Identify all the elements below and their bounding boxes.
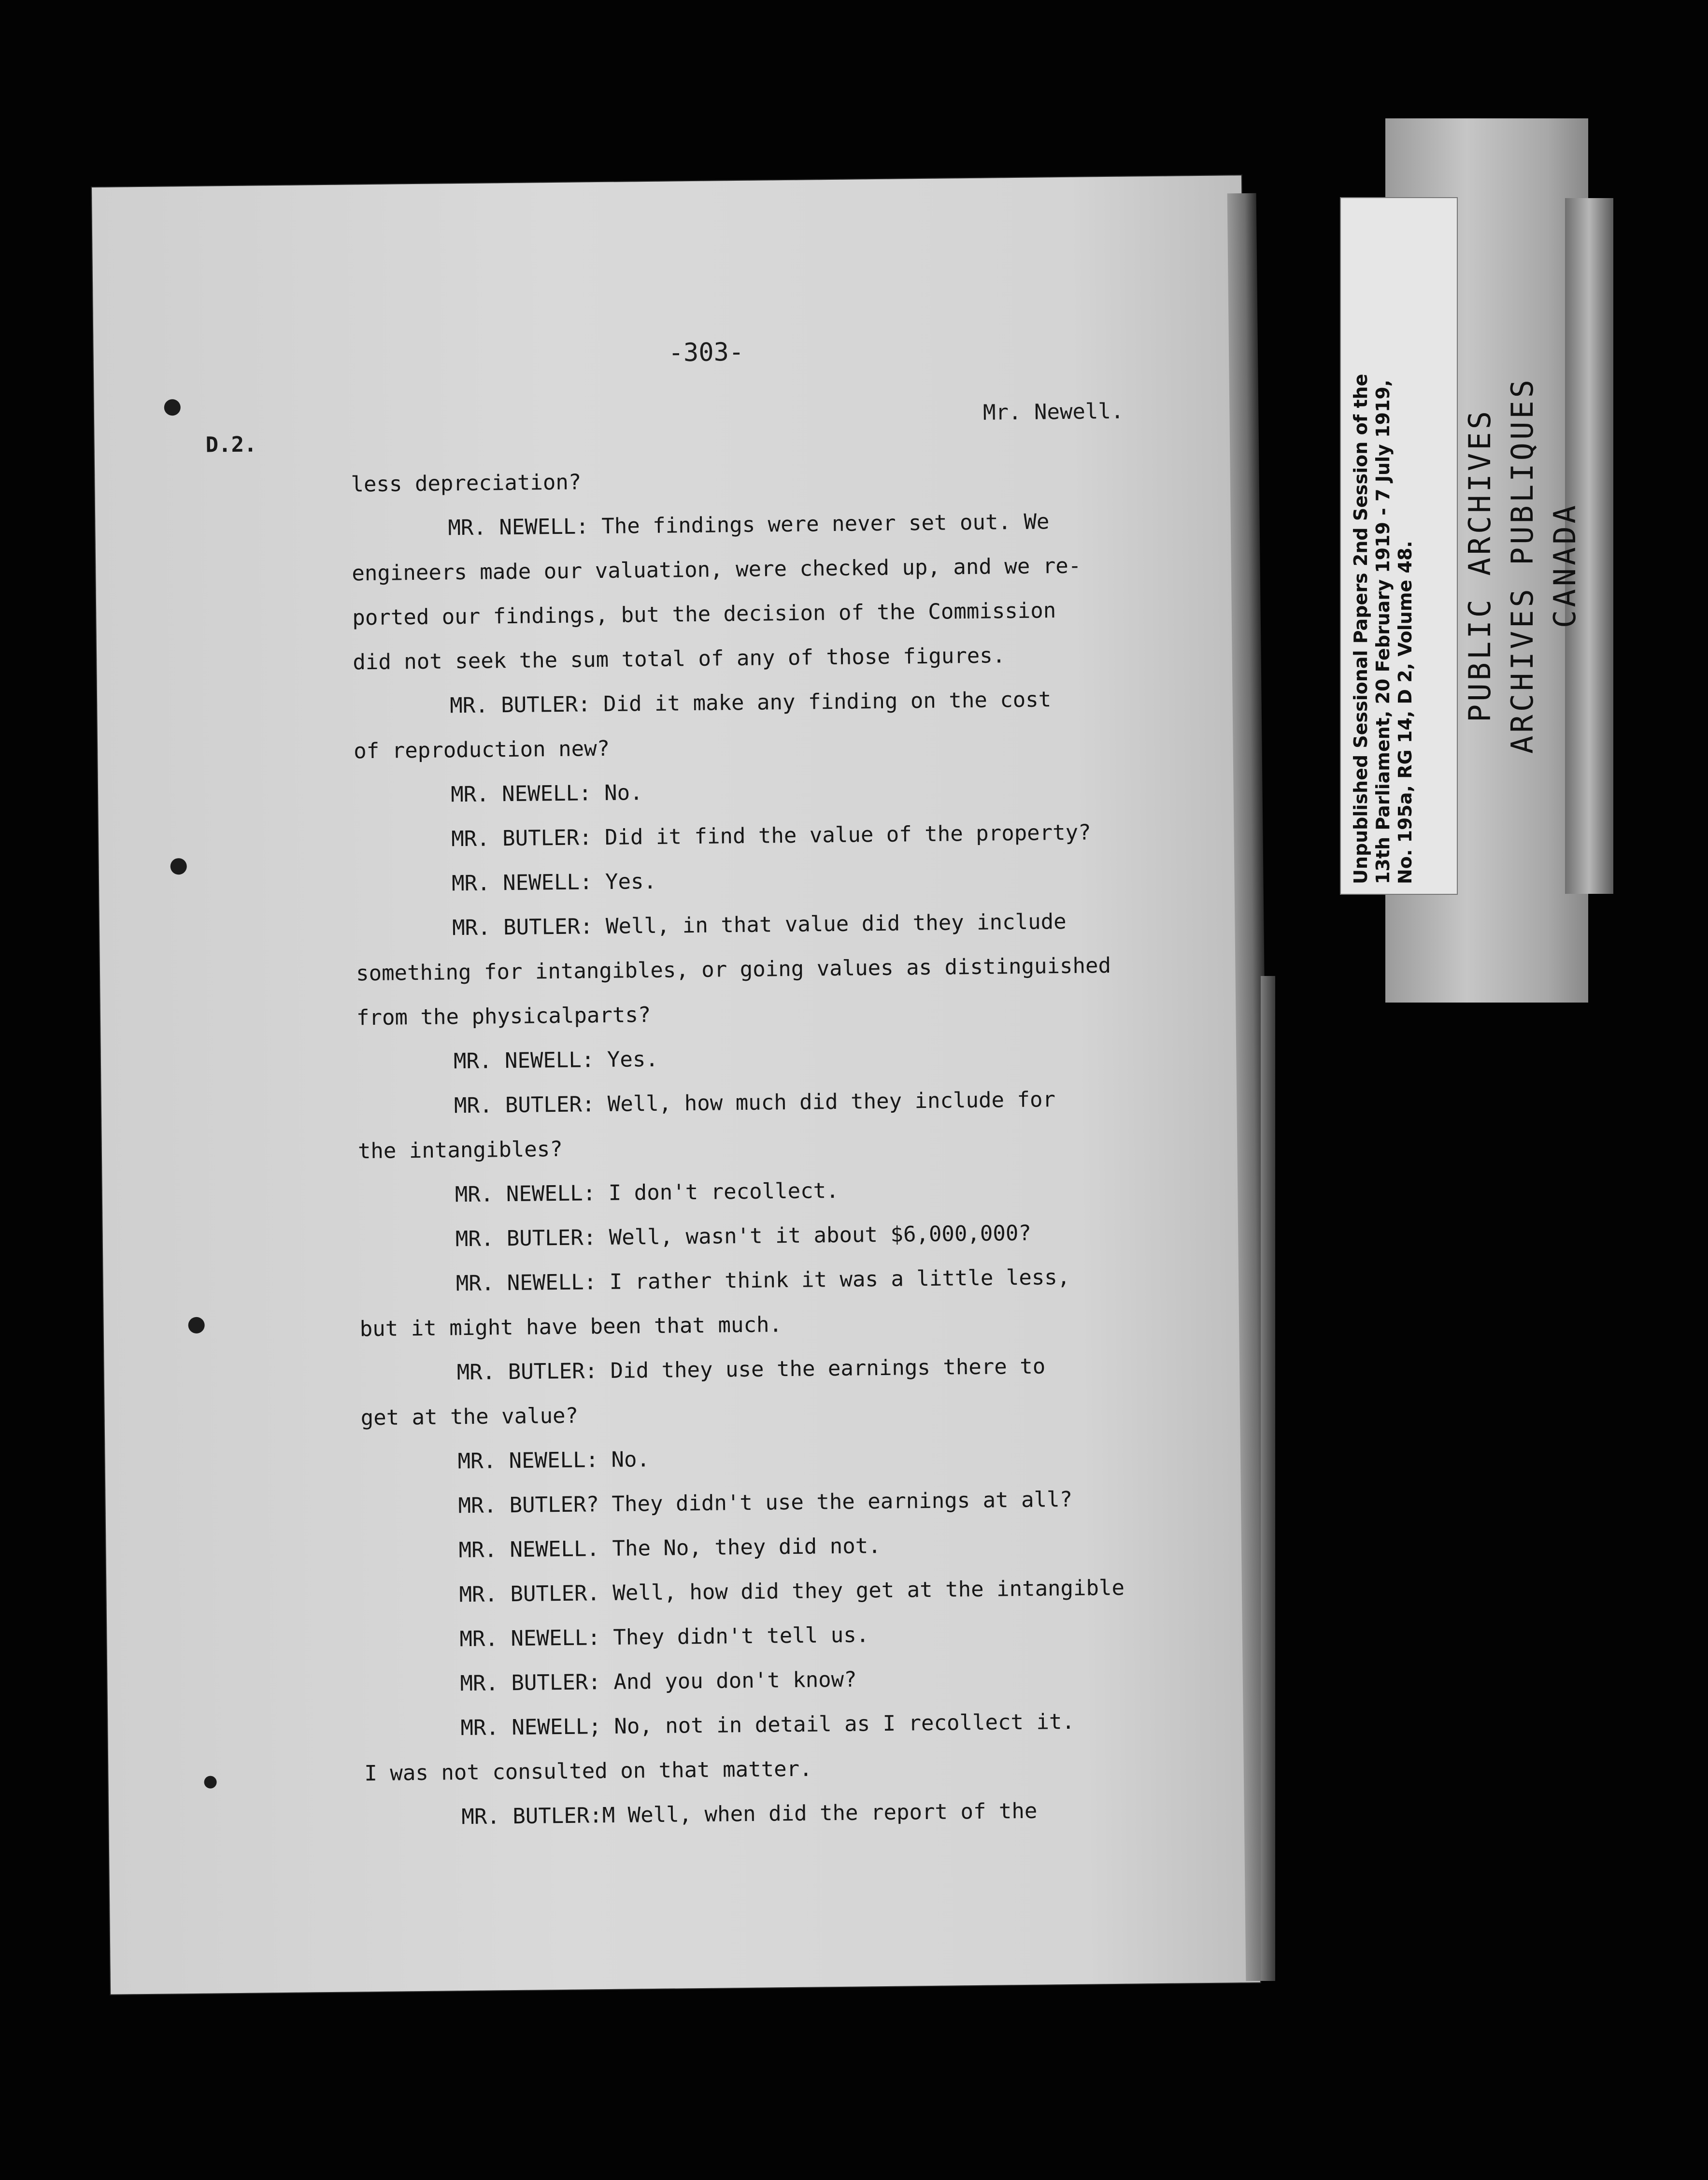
speech-line: MR. BUTLER: Well, how much did they include for: [454, 1087, 1056, 1119]
citation-text: [1350, 374, 1416, 884]
speech-line: MR. NEWELL: No.: [457, 1447, 650, 1474]
speech-line: MR. NEWELL: Yes.: [451, 869, 657, 896]
continuation-line: did not seek the sum total of any of those figures.: [353, 643, 1006, 675]
punch-hole: [188, 1317, 204, 1334]
continuation-line: of reproduction new?: [353, 736, 610, 764]
speech-line: MR. BUTLER: Did they use the earnings there to: [456, 1354, 1046, 1385]
speech-line: MR. NEWELL. The No, they did not.: [458, 1534, 881, 1563]
citation-line: 13th Parliament, 20 February 1919 - 7 July 1919,: [1372, 379, 1394, 884]
speech-line: MR. BUTLER: And you don't know?: [460, 1667, 857, 1696]
citation-line: Unpublished Sessional Papers 2nd Session of the: [1350, 373, 1371, 884]
page-edge: [1261, 976, 1275, 1981]
stamp-line: CANADA: [1547, 502, 1582, 628]
transcript-body: [351, 453, 1283, 1841]
speech-line: MR. BUTLER. Well, how did they get at the intangible: [459, 1575, 1125, 1607]
document-page: [92, 175, 1260, 1994]
speech-line: MR. BUTLER: Did it find the value of the property?: [451, 820, 1091, 852]
speech-line: MR. NEWELL: I rather think it was a little less,: [455, 1264, 1070, 1296]
citation-line: No. 195a, RG 14, D 2, Volume 48.: [1395, 541, 1416, 884]
speech-line: MR. BUTLER:M Well, when did the report of the: [461, 1798, 1038, 1830]
citation-label: [1340, 197, 1458, 895]
punch-hole: [164, 399, 181, 416]
section-marker: D.2.: [205, 432, 257, 458]
punch-hole: [171, 858, 187, 875]
speech-line: MR. NEWELL: I don't recollect.: [455, 1178, 839, 1207]
page-number: -303-: [668, 337, 744, 368]
continuation-line: ported our findings, but the decision of the Commission: [352, 598, 1056, 631]
continuation-line: the intangibles?: [357, 1136, 563, 1164]
speech-line: MR. NEWELL; No, not in detail as I recollect it.: [460, 1709, 1075, 1741]
speech-line: MR. NEWELL: Yes.: [453, 1047, 659, 1074]
continuation-line: I was not consulted on that matter.: [364, 1756, 812, 1786]
punch-hole: [204, 1776, 216, 1788]
speech-line: MR. NEWELL: The findings were never set out. We: [448, 509, 1050, 541]
speaker-heading: Mr. Newell.: [982, 399, 1124, 425]
speech-line: MR. NEWELL: They didn't tell us.: [459, 1622, 869, 1652]
continuation-line: but it might have been that much.: [359, 1312, 783, 1342]
stamp-line: ARCHIVES PUBLIQUES: [1505, 377, 1540, 754]
speech-line: MR. NEWELL: No.: [450, 780, 643, 807]
speech-line: MR. BUTLER: Did it make any finding on the cost: [450, 687, 1052, 718]
continuation-line: something for intangibles, or going values as distinguished: [356, 953, 1111, 986]
continuation-line: from the physicalparts?: [356, 1002, 651, 1031]
speech-line: MR. BUTLER: Well, wasn't it about $6,000,000?: [455, 1220, 1032, 1252]
continuation-line: less depreciation?: [351, 470, 582, 497]
continuation-line: get at the value?: [360, 1403, 579, 1431]
speech-line: MR. BUTLER: Well, in that value did they include: [452, 909, 1067, 941]
archives-stamp: [1459, 362, 1586, 768]
stamp-line: PUBLIC ARCHIVES: [1462, 408, 1497, 722]
continuation-line: engineers made our valuation, were checked up, and we re-: [352, 553, 1082, 586]
speech-line: MR. BUTLER? They didn't use the earnings at all?: [458, 1487, 1073, 1519]
